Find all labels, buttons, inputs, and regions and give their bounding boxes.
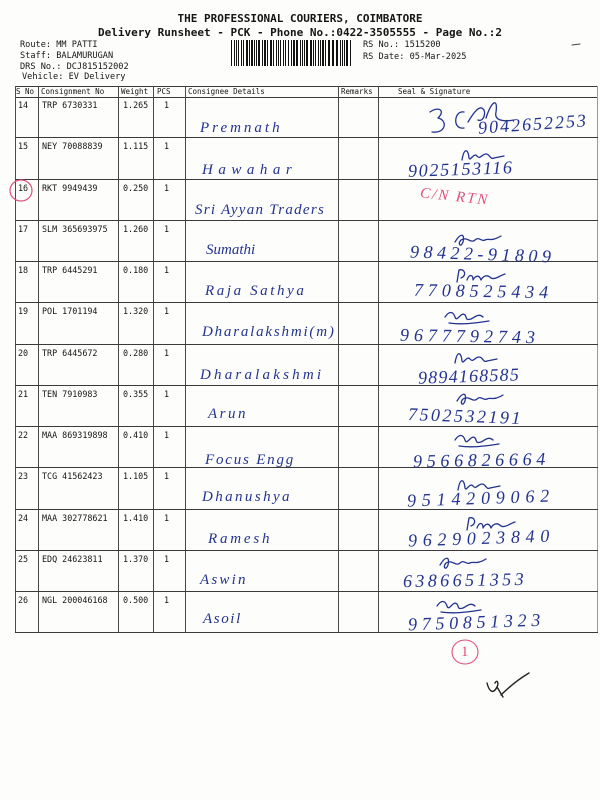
header-weight: Weight bbox=[121, 87, 149, 96]
table-row bbox=[15, 551, 598, 592]
row-receiver-phone: 7502532191 bbox=[407, 403, 524, 428]
row-weight: 0.355 bbox=[123, 388, 149, 399]
row-pcs: 1 bbox=[164, 223, 170, 234]
barcode-bar bbox=[304, 40, 305, 66]
row-pcs: 1 bbox=[164, 182, 170, 193]
barcode-bar bbox=[270, 40, 272, 66]
table-row bbox=[15, 138, 598, 182]
table-row bbox=[15, 303, 598, 348]
barcode-bar bbox=[344, 40, 345, 66]
barcode-bar bbox=[241, 40, 242, 66]
row-weight: 0.410 bbox=[123, 430, 149, 440]
barcode-bar bbox=[322, 40, 324, 66]
barcode-bar bbox=[276, 40, 277, 66]
route-field: Route: MM PATTI bbox=[20, 40, 98, 50]
row-consignment-no: TRP 6730331 bbox=[42, 100, 98, 110]
row-serial-no: 17 bbox=[18, 223, 29, 234]
row-receiver-phone: 98422-91809 bbox=[409, 241, 556, 267]
row-weight: 0.280 bbox=[123, 347, 149, 358]
barcode-bar bbox=[283, 40, 284, 66]
row-consignment-no: TEN 7910983 bbox=[42, 388, 98, 399]
row-pcs: 1 bbox=[164, 265, 170, 275]
barcode-bar bbox=[285, 40, 286, 66]
barcode-bar bbox=[300, 40, 301, 66]
header-consignee-details: Consignee Details bbox=[188, 87, 265, 96]
row-consignment-no: MAA 302778621 bbox=[42, 512, 108, 523]
row-receiver-phone: 6386651353 bbox=[402, 568, 528, 591]
row-serial-no: 22 bbox=[18, 430, 29, 440]
row-consignment-no: TRP 6445291 bbox=[42, 265, 98, 275]
row-weight: 1.410 bbox=[123, 512, 149, 523]
row-receiver-phone: 9025153116 bbox=[407, 157, 514, 182]
barcode-bar bbox=[288, 40, 289, 66]
row-consignment-no: POL 1701194 bbox=[42, 306, 98, 317]
barcode-bar bbox=[278, 40, 279, 66]
row-pcs: 1 bbox=[164, 347, 170, 358]
barcode-bar bbox=[302, 40, 303, 66]
row-weight: 1.265 bbox=[123, 100, 149, 110]
row-serial-no: 25 bbox=[18, 553, 29, 564]
row-consignment-no: TCG 41562423 bbox=[42, 471, 103, 482]
staff-field: Staff: BALAMURUGAN bbox=[20, 51, 114, 61]
row-receiver-phone: 9514209062 bbox=[406, 485, 556, 511]
barcode-bar bbox=[238, 40, 239, 66]
row-serial-no: 21 bbox=[18, 388, 29, 399]
barcode-bar bbox=[340, 40, 341, 66]
row-pcs: 1 bbox=[164, 306, 170, 317]
header-sno: S No bbox=[16, 87, 35, 96]
barcode-bar bbox=[231, 40, 232, 66]
table-row bbox=[15, 97, 598, 138]
row-consignee-name: Premnath bbox=[200, 120, 283, 136]
row-consignment-no: NEY 70088839 bbox=[42, 141, 103, 152]
row-weight: 0.180 bbox=[123, 265, 149, 275]
row-pcs: 1 bbox=[164, 512, 170, 523]
row-consignment-no: TRP 6445672 bbox=[42, 347, 98, 358]
barcode-bar bbox=[328, 40, 330, 66]
row-pcs: 1 bbox=[164, 430, 170, 440]
vehicle-field: Vehicle: EV Delivery bbox=[22, 72, 126, 82]
row-consignment-no: SLM 365693975 bbox=[42, 223, 108, 234]
barcode-bar bbox=[296, 40, 298, 66]
row-consignee-name: Arun bbox=[208, 405, 248, 422]
delivery-table-body bbox=[0, 97, 600, 634]
row-weight: 1.320 bbox=[123, 306, 149, 317]
row-weight: 1.115 bbox=[123, 141, 149, 152]
table-row bbox=[15, 427, 598, 472]
row-consignee-name: Hawahar bbox=[202, 162, 298, 179]
row-consignment-no: EDQ 24623811 bbox=[42, 553, 103, 564]
barcode-bar bbox=[234, 40, 235, 66]
barcode-bar bbox=[236, 40, 237, 66]
barcode-bar bbox=[280, 40, 281, 66]
row-weight: 0.500 bbox=[123, 595, 149, 605]
row-serial-no: 23 bbox=[18, 471, 29, 482]
row-receiver-phone: 9042652253 bbox=[477, 110, 589, 138]
barcode-bar bbox=[350, 40, 351, 66]
row-pcs: 1 bbox=[164, 553, 170, 564]
barcode-bar bbox=[320, 40, 321, 66]
table-row bbox=[15, 468, 598, 509]
barcode-bar bbox=[346, 40, 348, 66]
row-pcs: 1 bbox=[164, 388, 170, 399]
barcode-bar bbox=[273, 40, 274, 66]
row-receiver-phone: 9677792743 bbox=[399, 325, 541, 348]
company-title: THE PROFESSIONAL COURIERS, COIMBATORE bbox=[177, 12, 423, 25]
row-serial-no: 20 bbox=[18, 347, 29, 358]
rs-number-field: RS No.: 1515200 bbox=[363, 40, 441, 50]
row-weight: 1.260 bbox=[123, 223, 149, 234]
header-consignment-no: Consignment No bbox=[41, 87, 105, 96]
barcode-bar bbox=[267, 40, 268, 66]
row-return-note: C/N RTN bbox=[419, 184, 491, 209]
barcode-bar bbox=[249, 40, 250, 66]
row-receiver-phone: 9750851323 bbox=[407, 609, 546, 635]
row-weight: 0.250 bbox=[123, 182, 149, 193]
row-consignee-name: Ramesh bbox=[208, 530, 273, 547]
table-row bbox=[15, 180, 598, 221]
barcode-bar bbox=[256, 40, 257, 66]
barcode-bar bbox=[243, 40, 244, 66]
header-remarks: Remarks bbox=[341, 87, 373, 96]
row-consignee-name: Dharalakshmi bbox=[200, 366, 325, 383]
table-row bbox=[15, 510, 598, 551]
circled-mark-text: 1 bbox=[461, 644, 469, 660]
row-weight: 1.370 bbox=[123, 553, 149, 564]
barcode-bar bbox=[315, 40, 316, 66]
barcode-bar bbox=[313, 40, 314, 66]
row-pcs: 1 bbox=[164, 471, 170, 482]
row-weight: 1.105 bbox=[123, 471, 149, 482]
row-pcs: 1 bbox=[164, 595, 170, 605]
barcode-bar bbox=[251, 40, 253, 66]
barcode-bar bbox=[258, 40, 260, 66]
row-receiver-phone: 7708525434 bbox=[413, 279, 554, 303]
row-serial-no: 14 bbox=[18, 100, 29, 110]
row-serial-no: 18 bbox=[18, 265, 29, 275]
table-row bbox=[15, 262, 598, 303]
row-pcs: 1 bbox=[164, 141, 170, 152]
barcode-bar bbox=[264, 40, 266, 66]
barcode-bar bbox=[306, 40, 308, 66]
row-consignee-name: Asoil bbox=[203, 611, 242, 627]
barcode-bar bbox=[325, 40, 326, 66]
runsheet-subtitle: Delivery Runsheet - PCK - Phone No.:0422-3505555 - Page No.:2 bbox=[98, 26, 502, 39]
table-row bbox=[15, 221, 598, 267]
rs-date-field: RS Date: 05-Mar-2025 bbox=[363, 52, 467, 62]
drs-number-field: DRS No.: DCJ815152002 bbox=[20, 62, 129, 72]
table-row bbox=[15, 592, 598, 633]
barcode-bar bbox=[336, 40, 338, 66]
barcode bbox=[231, 40, 355, 66]
scan-mark bbox=[572, 44, 580, 45]
row-consignee-name: Raja Sathya bbox=[205, 283, 307, 299]
row-serial-no: 24 bbox=[18, 512, 29, 523]
row-consignment-no: RKT 9949439 bbox=[42, 182, 98, 193]
barcode-bar bbox=[310, 40, 312, 66]
checker-signature bbox=[487, 673, 529, 697]
table-row bbox=[15, 386, 598, 427]
row-consignee-name: Dharalakshmi(m) bbox=[202, 324, 336, 341]
row-serial-no: 26 bbox=[18, 595, 29, 605]
row-consignee-name: Sumathi bbox=[206, 241, 256, 258]
row-serial-no: 16 bbox=[18, 182, 29, 193]
barcode-bar bbox=[342, 40, 343, 66]
barcode-bar bbox=[262, 40, 263, 66]
header-seal-signature: Seal & Signature bbox=[398, 87, 471, 96]
row-consignee-name: Sri Ayyan Traders bbox=[195, 201, 326, 218]
row-serial-no: 15 bbox=[18, 141, 29, 152]
row-consignment-no: NGL 200046168 bbox=[42, 595, 108, 605]
barcode-bar bbox=[293, 40, 295, 66]
barcode-bar bbox=[254, 40, 255, 66]
row-receiver-phone: 9566826664 bbox=[412, 448, 551, 472]
row-pcs: 1 bbox=[164, 100, 170, 110]
row-consignee-name: Aswin bbox=[200, 571, 248, 588]
barcode-bar bbox=[291, 40, 292, 66]
barcode-bar bbox=[332, 40, 334, 66]
row-serial-no: 19 bbox=[18, 306, 29, 317]
row-consignee-name: Dhanushya bbox=[202, 489, 292, 506]
row-consignment-no: MAA 869319898 bbox=[42, 430, 108, 440]
header-pcs: PCS bbox=[157, 87, 171, 96]
table-row bbox=[15, 345, 598, 386]
row-receiver-phone: 9894168585 bbox=[417, 363, 521, 388]
barcode-bar bbox=[246, 40, 248, 66]
row-consignee-name: Focus Engg bbox=[205, 452, 296, 468]
row-receiver-phone: 9629023840 bbox=[407, 524, 556, 551]
barcode-bar bbox=[318, 40, 319, 66]
